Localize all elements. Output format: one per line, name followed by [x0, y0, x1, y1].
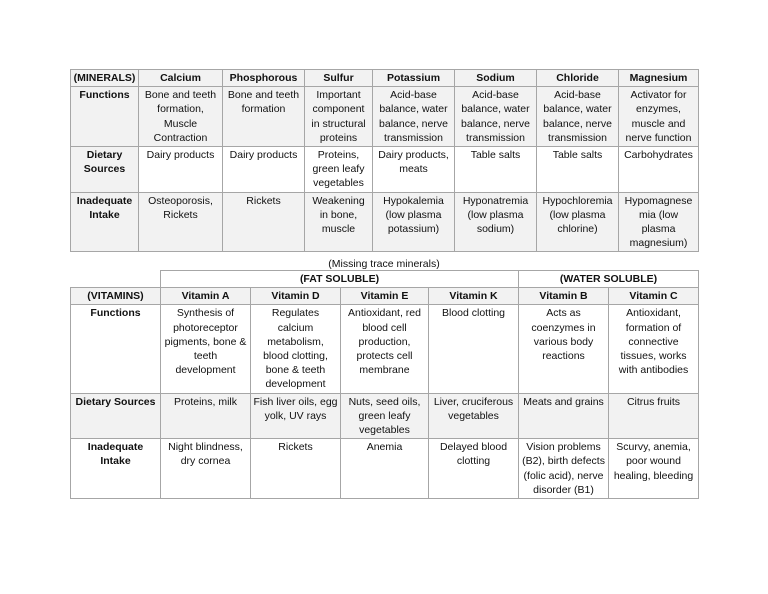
vitamins-table — [70, 270, 699, 499]
mineral-header: Chloride — [537, 70, 619, 87]
row-label: Inadequate Intake — [71, 439, 161, 499]
table-cell: Fish liver oils, egg yolk, UV rays — [251, 393, 341, 439]
table-cell: Citrus fruits — [609, 393, 699, 439]
table-cell: Proteins, milk — [161, 393, 251, 439]
fat-soluble-header: (FAT SOLUBLE) — [161, 271, 519, 288]
vitamin-header: Vitamin C — [609, 288, 699, 305]
table-cell: Carbohydrates — [619, 147, 699, 193]
table-cell: Nuts, seed oils, green leafy vegetables — [341, 393, 429, 439]
table-row — [71, 439, 699, 499]
table-cell: Hypomagnesemia (low plasma magnesium) — [619, 192, 699, 252]
table-cell: Rickets — [251, 439, 341, 499]
mineral-header: Phosphorous — [223, 70, 305, 87]
water-soluble-header: (WATER SOLUBLE) — [519, 271, 699, 288]
table-cell: Hypokalemia (low plasma potassium) — [373, 192, 455, 252]
table-cell: Proteins, green leafy vegetables — [305, 147, 373, 193]
table-row — [71, 147, 699, 193]
table-cell: Hyponatremia (low plasma sodium) — [455, 192, 537, 252]
table-cell: Dairy products — [223, 147, 305, 193]
table-cell: Table salts — [455, 147, 537, 193]
vitamin-header: Vitamin D — [251, 288, 341, 305]
table-cell: Hypochloremia (low plasma chlorine) — [537, 192, 619, 252]
table-row — [71, 305, 699, 393]
table-cell: Blood clotting — [429, 305, 519, 393]
table-cell: Acid-base balance, water balance, nerve transmission — [537, 87, 619, 147]
table-cell: Dairy products, meats — [373, 147, 455, 193]
table-cell: Synthesis of photoreceptor pigments, bone & teeth development — [161, 305, 251, 393]
mineral-header: Sulfur — [305, 70, 373, 87]
vitamin-group-row — [71, 271, 699, 288]
table-cell: Osteoporosis, Rickets — [139, 192, 223, 252]
row-label: Functions — [71, 87, 139, 147]
table-cell: Acid-base balance, water balance, nerve transmission — [455, 87, 537, 147]
table-cell: Rickets — [223, 192, 305, 252]
mineral-header: Calcium — [139, 70, 223, 87]
table-cell: Meats and grains — [519, 393, 609, 439]
vitamin-header: Vitamin B — [519, 288, 609, 305]
row-label: Dietary Sources — [71, 393, 161, 439]
table-cell: Anemia — [341, 439, 429, 499]
row-label: Dietary Sources — [71, 147, 139, 193]
table-cell: Important component in structural proteins — [305, 87, 373, 147]
table-cell: Antioxidant, formation of connective tissues, works with antibodies — [609, 305, 699, 393]
mineral-header: Potassium — [373, 70, 455, 87]
table-cell: Acid-base balance, water balance, nerve transmission — [373, 87, 455, 147]
table-row — [71, 192, 699, 252]
trace-minerals-note: (Missing trace minerals) — [328, 258, 440, 270]
table-row — [71, 87, 699, 147]
table-cell: Vision problems (B2), birth defects (folic acid), nerve disorder (B1) — [519, 439, 609, 499]
table-cell: Weakening in bone, muscle — [305, 192, 373, 252]
table-cell: Regulates calcium metabolism, blood clotting, bone & teeth development — [251, 305, 341, 393]
vitamin-header: Vitamin K — [429, 288, 519, 305]
table-cell: Antioxidant, red blood cell production, protects cell membrane — [341, 305, 429, 393]
vitamin-header: Vitamin A — [161, 288, 251, 305]
mineral-header: Magnesium — [619, 70, 699, 87]
table-cell: Dairy products — [139, 147, 223, 193]
vitamins-corner-header: (VITAMINS) — [71, 288, 161, 305]
minerals-header-row — [71, 70, 699, 87]
vitamins-header-row — [71, 288, 699, 305]
table-cell: Scurvy, anemia, poor wound healing, bleeding — [609, 439, 699, 499]
table-cell: Night blindness, dry cornea — [161, 439, 251, 499]
table-cell: Bone and teeth formation — [223, 87, 305, 147]
table-cell: Delayed blood clotting — [429, 439, 519, 499]
minerals-table — [70, 69, 699, 252]
table-cell: Activator for enzymes, muscle and nerve function — [619, 87, 699, 147]
mineral-header: Sodium — [455, 70, 537, 87]
table-cell: Bone and teeth formation, Muscle Contraction — [139, 87, 223, 147]
vitamin-header: Vitamin E — [341, 288, 429, 305]
blank-cell — [71, 271, 161, 288]
table-cell: Liver, cruciferous vegetables — [429, 393, 519, 439]
row-label: Inadequate Intake — [71, 192, 139, 252]
table-row — [71, 393, 699, 439]
table-cell: Acts as coenzymes in various body reactions — [519, 305, 609, 393]
minerals-corner-header: (MINERALS) — [71, 70, 139, 87]
row-label: Functions — [71, 305, 161, 393]
table-cell: Table salts — [537, 147, 619, 193]
